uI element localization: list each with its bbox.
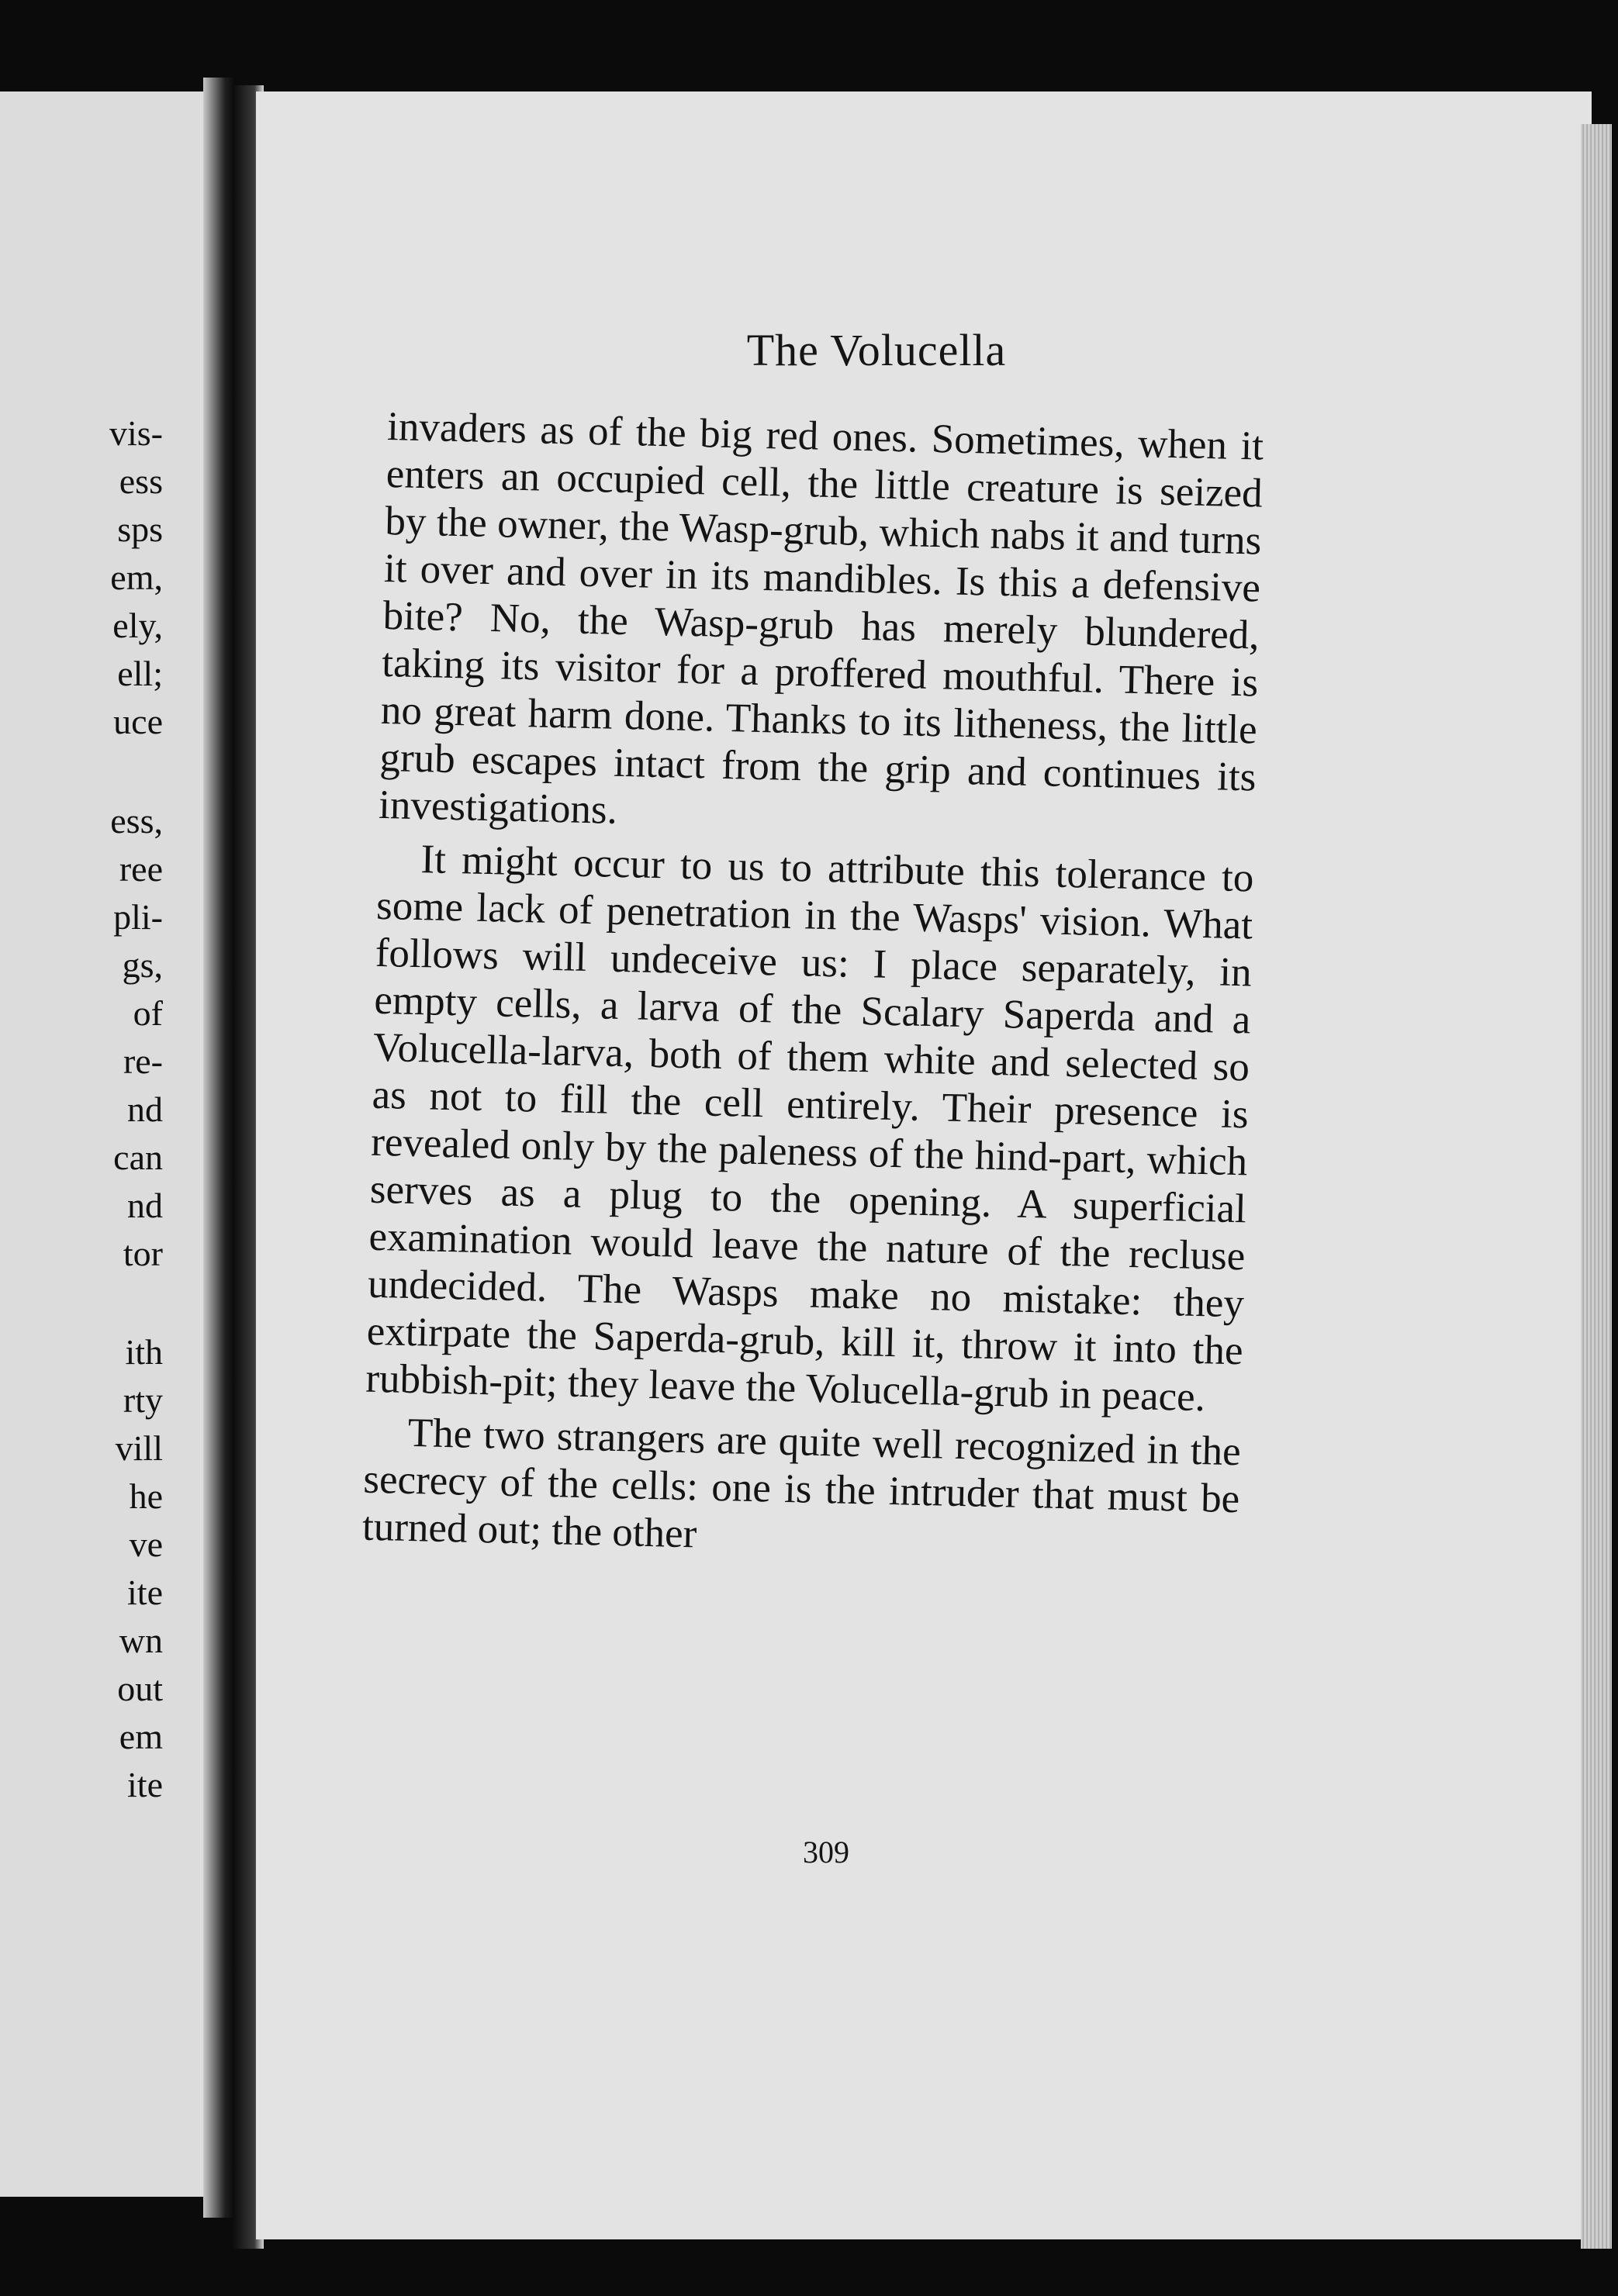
main-page <box>256 91 1592 2239</box>
paragraph: invaders as of the big red ones. Sometimes, when it enters an occupied cell, the little creature is seized by the owner, the Wasp-grub, which nabs it and turns it over and over in its mandibles. Is this a defensive bite? No, the Wasp-grub has merely blundered, taking its visitor for a proffered mouthful. There is no great harm done. Thanks to its litheness, the little grub escapes intact from the grip and continues its investigations. <box>378 403 1264 833</box>
paragraph: It might occur to us to attribute this tolerance to some lack of penetration in the Wasps' vision. What follows will undeceive us: I place separately, in empty cells, a larva of the Scalary Saperda and a Volucella-larva, both of them white and selected so as not to fill the cell entirely. Their presence is revealed only by the paleness of the hind-part, which serves as a plug to the opening. A superficial examination would leave the nature of the recluse undecided. The Wasps make no mistake: they extirpate the Saperda-grub, kill it, throw it into the rubbish-pit; they leave the Volucella-grub in peace. <box>365 837 1255 1421</box>
left-line: ite <box>127 1765 163 1804</box>
left-facing-page <box>0 91 233 2197</box>
left-line: nd <box>127 1186 163 1225</box>
left-line: ess, <box>110 801 163 841</box>
left-line: sps <box>117 509 163 549</box>
body-text <box>361 403 1264 1576</box>
left-line: ith <box>125 1332 163 1372</box>
left-line: ree <box>119 849 163 889</box>
left-line: he <box>129 1476 163 1516</box>
left-line: ess <box>119 461 163 501</box>
book-gutter <box>203 78 234 2218</box>
left-line: em, <box>110 558 163 597</box>
left-line: ell; <box>117 654 163 693</box>
left-line: ve <box>129 1524 163 1564</box>
left-line: vill <box>115 1428 163 1468</box>
left-line: ely, <box>112 606 163 645</box>
running-head: The Volucella <box>746 325 1007 375</box>
left-line: wn <box>119 1621 163 1660</box>
left-line: gs, <box>122 945 163 985</box>
left-line: rty <box>123 1380 163 1420</box>
left-line: can <box>113 1138 163 1177</box>
left-line: vis- <box>109 413 163 453</box>
left-line: of <box>133 993 163 1033</box>
page-number: 309 <box>803 1835 849 1870</box>
left-line: ite <box>127 1573 163 1612</box>
left-line: uce <box>113 702 163 741</box>
left-line: pli- <box>113 897 163 937</box>
paragraph: The two strangers are quite well recognized in the secrecy of the cells: one is the intruder that must be turned out; the other <box>361 1410 1242 1557</box>
page-edges <box>1581 124 1612 2249</box>
left-line: nd <box>127 1089 163 1129</box>
left-line: re- <box>123 1041 163 1081</box>
left-line: em <box>119 1717 163 1756</box>
left-line: out <box>117 1669 163 1708</box>
left-line: tor <box>123 1234 163 1273</box>
